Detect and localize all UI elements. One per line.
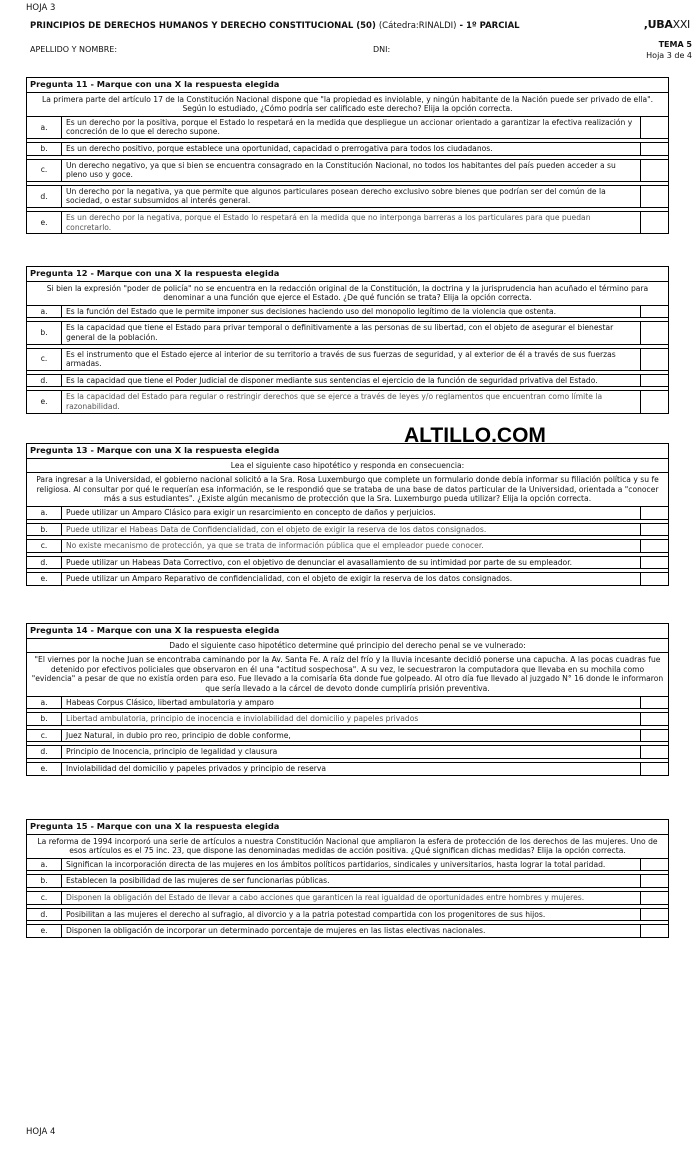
answer-option-row — [27, 523, 669, 536]
option-text: Significan la incorporación directa de las mujeres en los ámbitos políticos partidarios, sindicales y universitarios, hasta lograr la total paridad. — [62, 858, 641, 871]
answer-checkbox[interactable] — [641, 875, 669, 888]
option-letter: a. — [27, 858, 62, 871]
logo-xxi: XXI — [672, 18, 690, 31]
name-field-label: APELLIDO Y NOMBRE: — [30, 45, 118, 54]
option-text: Es la capacidad que tiene el Estado para privar temporal o definitivamente a las personas de su libertad, con el objeto de asegurar el bienestar general de la población. — [62, 322, 641, 344]
exam-title-main: PRINCIPIOS DE DERECHOS HUMANOS Y DERECHO CONSTITUCIONAL (50) — [30, 21, 376, 31]
question-header: Pregunta 12 - Marque con una X la respuesta elegida — [27, 267, 669, 282]
answer-checkbox[interactable] — [641, 540, 669, 553]
question-header: Pregunta 11 - Marque con una X la respuesta elegida — [27, 78, 669, 93]
option-letter: a. — [27, 116, 62, 138]
question-12 — [26, 266, 669, 414]
option-letter: b. — [27, 875, 62, 888]
option-letter: e. — [27, 391, 62, 413]
tema-block — [646, 39, 692, 61]
option-text: Juez Natural, in dubio pro reo, principio de doble conforme, — [62, 729, 641, 742]
answer-option-row — [27, 540, 669, 553]
uba-xxi-logo — [644, 18, 690, 31]
logo-uba: ,UBA — [643, 18, 673, 31]
answer-option-row — [27, 185, 669, 207]
answer-checkbox[interactable] — [641, 523, 669, 536]
answer-option-row — [27, 374, 669, 387]
option-text: Puede utilizar un Amparo Clásico para exigir un resarcimiento en concepto de daños y perjuicios. — [62, 506, 641, 519]
answer-option-row — [27, 729, 669, 742]
option-letter: d. — [27, 556, 62, 569]
answer-checkbox[interactable] — [641, 116, 669, 138]
question-header: Pregunta 15 - Marque con una X la respuesta elegida — [27, 820, 669, 835]
answer-checkbox[interactable] — [641, 729, 669, 742]
answer-option-row — [27, 746, 669, 759]
question-11 — [26, 77, 669, 234]
option-text: Disponen la obligación del Estado de llevar a cabo acciones que garanticen la real igualdad de oportunidades entre hombres y mujeres. — [62, 891, 641, 904]
option-letter: d. — [27, 374, 62, 387]
option-text: Es la capacidad que tiene el Poder Judicial de disponer mediante sus sentencias el ejercicio de la función de seguridad privativa del Estado. — [62, 374, 641, 387]
answer-checkbox[interactable] — [641, 556, 669, 569]
option-letter: c. — [27, 159, 62, 181]
answer-checkbox[interactable] — [641, 696, 669, 709]
option-letter: a. — [27, 305, 62, 318]
answer-checkbox[interactable] — [641, 746, 669, 759]
question-header: Pregunta 13 - Marque con una X la respuesta elegida — [27, 444, 669, 459]
answer-option-row — [27, 506, 669, 519]
answer-checkbox[interactable] — [641, 762, 669, 775]
answer-option-row — [27, 159, 669, 181]
answer-option-row — [27, 762, 669, 775]
option-letter: a. — [27, 696, 62, 709]
dni-field-label: DNI: — [373, 45, 391, 54]
option-text: Es la función del Estado que le permite imponer sus decisiones haciendo uso del monopolio legítimo de la violencia que ostenta. — [62, 305, 641, 318]
option-text: Disponen la obligación de incorporar un determinado porcentaje de mujeres en las listas electivas nacionales. — [62, 925, 641, 938]
option-text: Puede utilizar un Amparo Reparativo de confidencialidad, con el objeto de exigir la reserva de los datos consignados. — [62, 573, 641, 586]
answer-option-row — [27, 556, 669, 569]
exam-title-tail: - 1º PARCIAL — [459, 21, 520, 31]
option-text: Es un derecho positivo, porque establece una oportunidad, capacidad o prerrogativa para todos los ciudadanos. — [62, 142, 641, 155]
answer-checkbox[interactable] — [641, 185, 669, 207]
question-stem: La primera parte del artículo 17 de la Constitución Nacional dispone que "la propiedad es inviolable, y ningún habitante de la Nación puede ser privado de ella". Según lo estudiado, ¿Cómo podría ser calificado este derecho? Elija la opción correcta. — [27, 92, 669, 116]
option-letter: c. — [27, 891, 62, 904]
answer-option-row — [27, 908, 669, 921]
answer-checkbox[interactable] — [641, 506, 669, 519]
answer-option-row — [27, 858, 669, 871]
question-15 — [26, 819, 669, 938]
answer-option-row — [27, 875, 669, 888]
option-text: Habeas Corpus Clásico, libertad ambulatoria y amparo — [62, 696, 641, 709]
option-letter: e. — [27, 762, 62, 775]
answer-checkbox[interactable] — [641, 573, 669, 586]
answer-option-row — [27, 925, 669, 938]
answer-option-row — [27, 211, 669, 233]
option-text: Un derecho negativo, ya que si bien se encuentra consagrado en la Constitución Nacional, no todos los habitantes del país pueden acceder a su pleno uso y goce. — [62, 159, 641, 181]
answer-checkbox[interactable] — [641, 891, 669, 904]
answer-checkbox[interactable] — [641, 391, 669, 413]
option-text: Puede utilizar el Habeas Data de Confidencialidad, con el objeto de exigir la reserva de los datos consignados. — [62, 523, 641, 536]
option-letter: b. — [27, 713, 62, 726]
question-stem: La reforma de 1994 incorporó una serie de artículos a nuestra Constitución Nacional que ampliaron la esfera de protección de los derechos de las mujeres. Uno de esos artículos es el 75 inc. 23, que dispone las denominadas medidas de acción positiva. ¿Qué significan dichas medidas? Elija la opción correcta. — [27, 834, 669, 858]
option-text: Libertad ambulatoria, principio de inocencia e inviolabilidad del domicilio y papeles privados — [62, 713, 641, 726]
question-stem: Lea el siguiente caso hipotético y responda en consecuencia: — [27, 458, 669, 473]
option-letter: d. — [27, 746, 62, 759]
option-letter: c. — [27, 348, 62, 370]
option-text: Principio de Inocencia, principio de legalidad y clausura — [62, 746, 641, 759]
option-letter: a. — [27, 506, 62, 519]
option-letter: b. — [27, 322, 62, 344]
answer-checkbox[interactable] — [641, 925, 669, 938]
answer-checkbox[interactable] — [641, 305, 669, 318]
answer-checkbox[interactable] — [641, 374, 669, 387]
option-letter: e. — [27, 925, 62, 938]
option-letter: d. — [27, 185, 62, 207]
option-text: Es la capacidad del Estado para regular o restringir derechos que se ejerce a través de leyes y/o reglamentos que encuentran como límite la razonabilidad. — [62, 391, 641, 413]
answer-option-row — [27, 142, 669, 155]
question-13 — [26, 443, 669, 586]
option-letter: c. — [27, 540, 62, 553]
exam-title-catedra: (Cátedra:RINALDI) — [378, 21, 457, 31]
question-stem: Para ingresar a la Universidad, el gobierno nacional solicitó a la Sra. Rosa Luxemburgo que complete un formulario donde debía informar su filiación política y su fe religiosa. Al consultar por qué le requerían esa información, se le respondió que se trataba de una base de datos particular de la Universidad, orientada a "conocer más a sus estudiantes". ¿Existe algún mecanismo de protección que la Sra. Luxemburgo pueda utilizar? Elija la opción correcta. — [27, 473, 669, 507]
question-stem: Dado el siguiente caso hipotético determine qué principio del derecho penal se ve vulnerado: — [27, 638, 669, 653]
option-letter: b. — [27, 142, 62, 155]
question-14 — [26, 623, 669, 776]
option-letter: d. — [27, 908, 62, 921]
exam-title — [30, 21, 520, 31]
answer-checkbox[interactable] — [641, 858, 669, 871]
answer-option-row — [27, 696, 669, 709]
answer-checkbox[interactable] — [641, 142, 669, 155]
answer-option-row — [27, 573, 669, 586]
answer-checkbox[interactable] — [641, 348, 669, 370]
option-text: Es un derecho por la positiva, porque el Estado lo respetará en la medida que despliegue un accionar orientado a garantizar la efectiva realización y concreción de lo que el derecho supone. — [62, 116, 641, 138]
option-letter: e. — [27, 211, 62, 233]
answer-option-row — [27, 348, 669, 370]
answer-option-row — [27, 891, 669, 904]
altillo-watermark: ALTILLO.COM — [404, 424, 546, 447]
option-text: Es un derecho por la negativa, porque el Estado lo respetará en la medida que no interponga barreras a los particulares para que puedan concretarlo. — [62, 211, 641, 233]
answer-option-row — [27, 116, 669, 138]
answer-checkbox[interactable] — [641, 908, 669, 921]
answer-checkbox[interactable] — [641, 159, 669, 181]
option-text: Un derecho por la negativa, ya que permite que algunos particulares posean derecho exclusivo sobre bienes que podrían ser del común de la sociedad, o estar subsumidos al interés general. — [62, 185, 641, 207]
answer-checkbox[interactable] — [641, 211, 669, 233]
option-text: Establecen la posibilidad de las mujeres de ser funcionarias públicas. — [62, 875, 641, 888]
question-stem: "El viernes por la noche Juan se encontraba caminando por la Av. Santa Fe. A raíz del frío y la lluvia incesante decidió ponerse una capucha. A las pocas cuadras fue detenido por efectivos policiales que observaron en él una "actitud sospechosa". A su vez, le secuestraron la computadora que llevaba en su mochila como "evidencia" a pesar de que no existía orden para eso. Fue llevado a la comisaría 6ta donde fue golpeado. Al otro día fue llevado al juzgado N° 16 donde le informaron que sería llevado a la cárcel de devoto donde cumpliría prisión preventiva. — [27, 653, 669, 696]
option-text: No existe mecanismo de protección, ya que se trata de información pública que el empleador puede conocer. — [62, 540, 641, 553]
option-letter: e. — [27, 573, 62, 586]
answer-option-row — [27, 322, 669, 344]
option-text: Posibilitan a las mujeres el derecho al sufragio, al divorcio y a la patria potestad compartida con los progenitores de sus hijos. — [62, 908, 641, 921]
option-text: Inviolabilidad del domicilio y papeles privados y principio de reserva — [62, 762, 641, 775]
answer-option-row — [27, 391, 669, 413]
answer-checkbox[interactable] — [641, 713, 669, 726]
sheet-count: Hoja 3 de 4 — [646, 51, 692, 60]
sheet-label-top: HOJA 3 — [26, 3, 56, 13]
question-header: Pregunta 14 - Marque con una X la respuesta elegida — [27, 624, 669, 639]
question-stem: Si bien la expresión "poder de policía" no se encuentra en la redacción original de la Constitución, la doctrina y la jurisprudencia han acuñado el término para denominar a una función que ejerce el Estado. ¿De qué función se trata? Elija la opción correcta. — [27, 281, 669, 305]
answer-option-row — [27, 305, 669, 318]
tema-label: TEMA 5 — [658, 40, 692, 49]
option-letter: c. — [27, 729, 62, 742]
option-text: Es el instrumento que el Estado ejerce al interior de su territorio a través de sus fuerzas de seguridad, y al exterior de él a través de sus fuerzas armadas. — [62, 348, 641, 370]
option-letter: b. — [27, 523, 62, 536]
option-text: Puede utilizar un Habeas Data Correctivo, con el objetivo de denunciar el avasallamiento de su intimidad por parte de su empleador. — [62, 556, 641, 569]
answer-checkbox[interactable] — [641, 322, 669, 344]
answer-option-row — [27, 713, 669, 726]
sheet-label-bottom: HOJA 4 — [26, 1127, 56, 1137]
